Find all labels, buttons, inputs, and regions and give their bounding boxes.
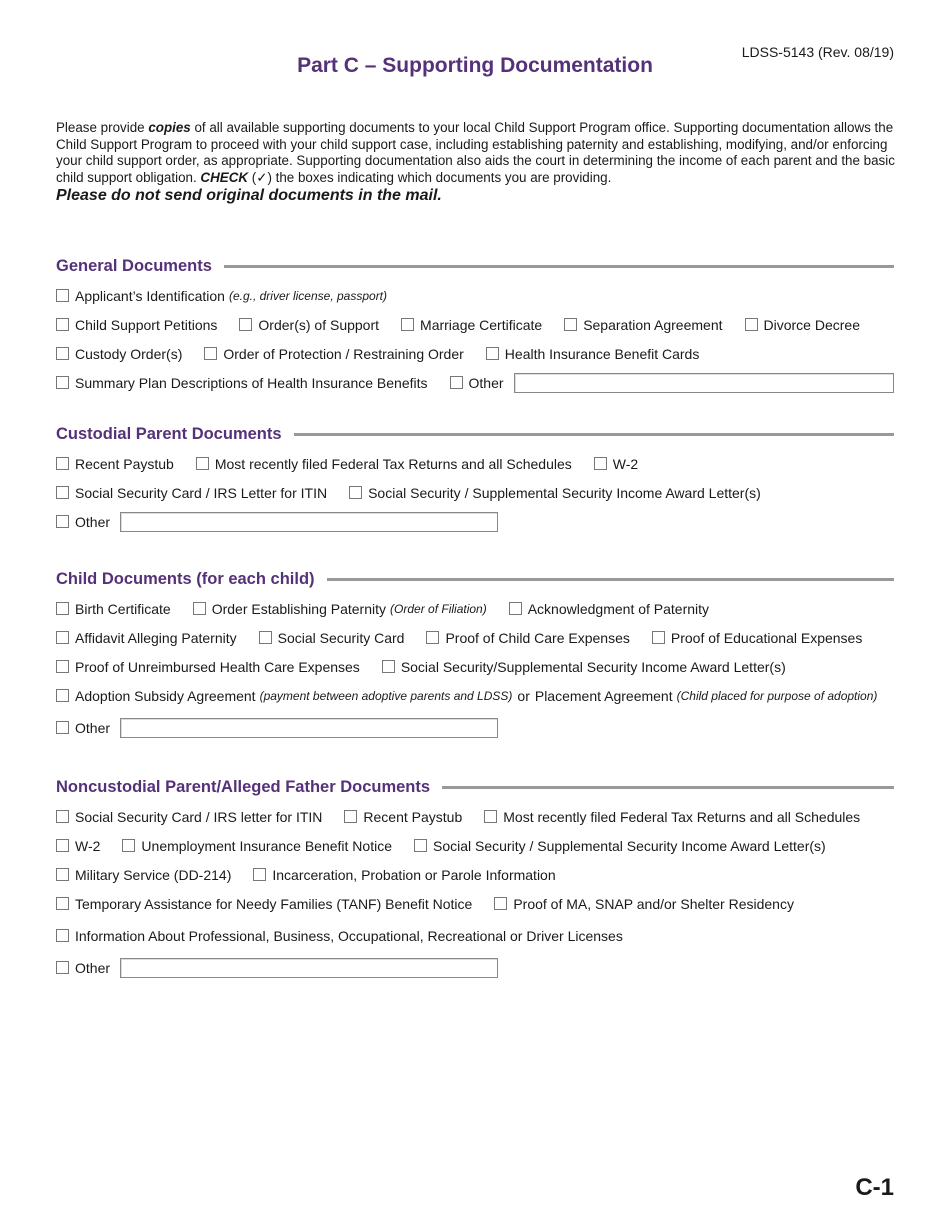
acknowledgment-option[interactable]: Acknowledgment of Paternity [509, 601, 709, 617]
child-ss-card-option[interactable]: Social Security Card [259, 630, 405, 646]
general-other-input[interactable] [514, 373, 894, 393]
section-heading: Noncustodial Parent/Alleged Father Documents [56, 777, 431, 796]
checkbox[interactable] [56, 289, 69, 302]
checkbox[interactable] [56, 839, 69, 852]
intro-text [56, 120, 896, 205]
checkbox[interactable] [56, 689, 69, 702]
checkbox[interactable] [56, 376, 69, 389]
custodial-parent-section [56, 423, 894, 536]
checkbox[interactable] [509, 602, 522, 615]
checkbox[interactable] [414, 839, 427, 852]
order-of-protection-option[interactable]: Order of Protection / Restraining Order [204, 346, 463, 362]
checkbox-row [56, 831, 894, 860]
custodial-other-option[interactable]: Other [56, 514, 110, 530]
checkbox-row [56, 860, 894, 889]
unemployment-option[interactable]: Unemployment Insurance Benefit Notice [122, 838, 392, 854]
checkbox[interactable] [56, 347, 69, 360]
checkbox[interactable] [56, 602, 69, 615]
order-paternity-option[interactable]: Order Establishing Paternity (Order of Filiation) [193, 601, 487, 617]
child-other-input[interactable] [120, 718, 498, 738]
checkbox-row [56, 449, 894, 478]
nc-ssi-award-option[interactable]: Social Security / Supplemental Security Income Award Letter(s) [414, 838, 826, 854]
checkbox[interactable] [652, 631, 665, 644]
general-other-option[interactable]: Other [450, 375, 504, 391]
mail-warning: Please do not send original documents in the mail. [56, 187, 442, 204]
checkbox[interactable] [382, 660, 395, 673]
section-heading: General Documents [56, 256, 212, 275]
ma-snap-option[interactable]: Proof of MA, SNAP and/or Shelter Residency [494, 896, 794, 912]
checkbox[interactable] [196, 457, 209, 470]
checkbox[interactable] [56, 961, 69, 974]
recent-paystub-option[interactable]: Recent Paystub [56, 456, 174, 472]
checkbox[interactable] [494, 897, 507, 910]
section-divider [327, 578, 894, 581]
checkbox[interactable] [193, 602, 206, 615]
checkbox[interactable] [486, 347, 499, 360]
divorce-decree-option[interactable]: Divorce Decree [745, 317, 860, 333]
checkbox[interactable] [56, 868, 69, 881]
ssi-award-option[interactable]: Social Security / Supplemental Security Income Award Letter(s) [349, 485, 761, 501]
custody-orders-option[interactable]: Custody Order(s) [56, 346, 182, 362]
section-divider [294, 433, 894, 436]
section-header [56, 776, 894, 798]
page-title: Part C – Supporting Documentation [297, 54, 653, 77]
applicant-id-option[interactable]: Applicant’s Identification (e.g., driver license, passport) [56, 288, 387, 304]
checkbox-row [56, 594, 894, 623]
checkbox-row [56, 623, 894, 652]
checkbox[interactable] [56, 457, 69, 470]
health-insurance-cards-option[interactable]: Health Insurance Benefit Cards [486, 346, 700, 362]
incarceration-option[interactable]: Incarceration, Probation or Parole Information [253, 867, 555, 883]
nc-ss-card-option[interactable]: Social Security Card / IRS letter for ITIN [56, 809, 322, 825]
checkbox[interactable] [122, 839, 135, 852]
summary-plan-option[interactable]: Summary Plan Descriptions of Health Insurance Benefits [56, 375, 428, 391]
nc-recent-paystub-option[interactable]: Recent Paystub [344, 809, 462, 825]
checkbox-row [56, 918, 894, 953]
checkbox[interactable] [56, 721, 69, 734]
intro-paragraph: Please provide copies of all available supporting documents to your local Child Support Program office. Supporting documentation allows the Child Support Program to proceed with your child support case, including establishing paternity and establishing, modifying, and/or enforcing your child support order, as appropriate. Supporting documentation also aids the court in determining the income of each parent and the basic child support obligation. CHECK (✓) the boxes indicating which documents you are providing. [56, 120, 895, 185]
checkbox-row [56, 681, 894, 710]
checkbox[interactable] [56, 897, 69, 910]
checkbox[interactable] [239, 318, 252, 331]
checkbox[interactable] [56, 810, 69, 823]
page-number: C-1 [855, 1174, 894, 1201]
adoption-option[interactable]: Adoption Subsidy Agreement (payment between adoptive parents and LDSS) or Placement Agreement (Child placed for purpose of adoption) [56, 688, 877, 704]
orders-of-support-option[interactable]: Order(s) of Support [239, 317, 379, 333]
checkbox-row [56, 507, 894, 536]
checkbox[interactable] [564, 318, 577, 331]
section-header [56, 568, 894, 590]
checkbox[interactable] [56, 660, 69, 673]
section-heading: Custodial Parent Documents [56, 424, 282, 443]
separation-agreement-option[interactable]: Separation Agreement [564, 317, 722, 333]
federal-tax-returns-option[interactable]: Most recently filed Federal Tax Returns and all Schedules [196, 456, 572, 472]
checkbox[interactable] [745, 318, 758, 331]
checkbox[interactable] [450, 376, 463, 389]
checkbox[interactable] [56, 318, 69, 331]
checkbox[interactable] [349, 486, 362, 499]
w2-option[interactable]: W-2 [594, 456, 638, 472]
checkbox-row [56, 339, 894, 368]
checkbox[interactable] [253, 868, 266, 881]
nc-federal-tax-returns-option[interactable]: Most recently filed Federal Tax Returns and all Schedules [484, 809, 860, 825]
unreimbursed-option[interactable]: Proof of Unreimbursed Health Care Expenses [56, 659, 360, 675]
checkbox-row [56, 310, 894, 339]
birth-certificate-option[interactable]: Birth Certificate [56, 601, 171, 617]
checkbox-row [56, 652, 894, 681]
nc-other-input[interactable] [120, 958, 498, 978]
checkbox-row [56, 889, 894, 918]
section-header [56, 423, 894, 445]
section-heading: Child Documents (for each child) [56, 569, 315, 588]
checkbox-row [56, 281, 894, 310]
affidavit-option[interactable]: Affidavit Alleging Paternity [56, 630, 237, 646]
section-divider [224, 265, 894, 268]
checkbox[interactable] [401, 318, 414, 331]
licenses-option[interactable]: Information About Professional, Business, Occupational, Recreational or Driver Licenses [56, 928, 623, 944]
marriage-certificate-option[interactable]: Marriage Certificate [401, 317, 542, 333]
checkbox-row [56, 478, 894, 507]
child-ssi-award-option[interactable]: Social Security/Supplemental Security Income Award Letter(s) [382, 659, 786, 675]
general-documents-section [56, 255, 894, 397]
noncustodial-parent-section [56, 776, 894, 982]
checkbox-row [56, 953, 894, 982]
child-support-petitions-option[interactable]: Child Support Petitions [56, 317, 217, 333]
educational-option[interactable]: Proof of Educational Expenses [652, 630, 862, 646]
checkbox[interactable] [344, 810, 357, 823]
checkbox[interactable] [594, 457, 607, 470]
child-other-option[interactable]: Other [56, 720, 110, 736]
checkbox[interactable] [426, 631, 439, 644]
checkbox-row [56, 802, 894, 831]
tanf-option[interactable]: Temporary Assistance for Needy Families (TANF) Benefit Notice [56, 896, 472, 912]
checkbox-row [56, 710, 894, 745]
section-header [56, 255, 894, 277]
nc-w2-option[interactable]: W-2 [56, 838, 100, 854]
section-divider [442, 786, 894, 789]
checkbox[interactable] [484, 810, 497, 823]
checkbox[interactable] [56, 929, 69, 942]
checkbox[interactable] [56, 486, 69, 499]
military-option[interactable]: Military Service (DD-214) [56, 867, 231, 883]
nc-other-option[interactable]: Other [56, 960, 110, 976]
checkbox-row [56, 368, 894, 397]
form-id: LDSS-5143 (Rev. 08/19) [741, 44, 894, 60]
checkbox[interactable] [204, 347, 217, 360]
custodial-other-input[interactable] [120, 512, 498, 532]
checkbox[interactable] [259, 631, 272, 644]
checkbox[interactable] [56, 515, 69, 528]
ss-card-option[interactable]: Social Security Card / IRS Letter for ITIN [56, 485, 327, 501]
child-care-option[interactable]: Proof of Child Care Expenses [426, 630, 629, 646]
child-documents-section [56, 568, 894, 745]
checkbox[interactable] [56, 631, 69, 644]
